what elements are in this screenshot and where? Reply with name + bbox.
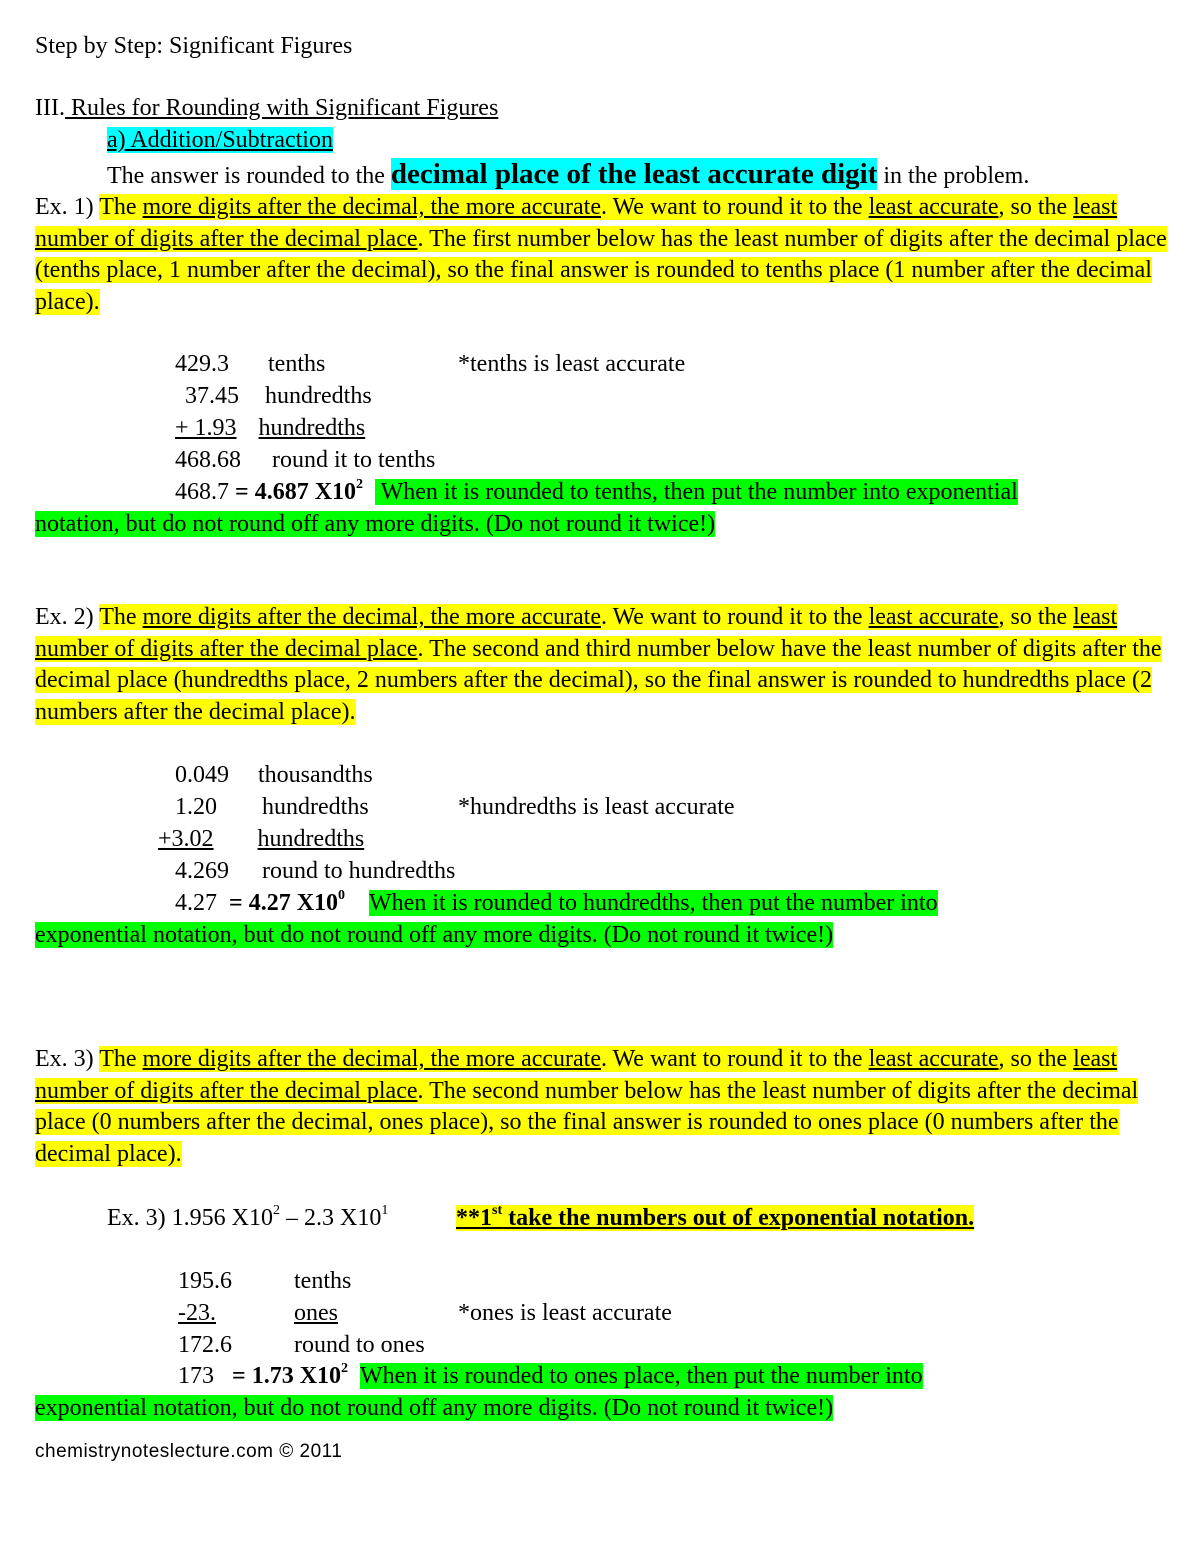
ex1-label: Ex. 1) <box>35 194 94 220</box>
ex3-result: 173 = 1.73 $X10^2$ When it is rounded to ones place, then put the number into <box>178 1361 923 1389</box>
ex3-row-place: tenths <box>294 1268 352 1294</box>
ex3-problem: Ex. 3) 1.956 $X10^2 - 2.3$ $X10^1$ <box>107 1203 389 1231</box>
ex1-result: 468.7 = 4.687 $X10^2$ When it is rounded to tenths, then put the number into exponential <box>175 477 1018 505</box>
ex1-row-place: hundredths <box>265 383 372 409</box>
ex1-explanation: Ex. 1) The more digits after the decimal, the more accurate. We want to round it to the least accurate, so the least number of digits after the decimal place. The first number below has the least number of digits after the decimal place (tenths place, 1 number after the decimal), so the final answer is rounded to tenths place (1 number after the decimal place). <box>35 194 1167 315</box>
ex2-result-note: exponential notation, but do not round off any more digits. (Do not round it twice!) <box>35 922 834 948</box>
ex2-row: 0.049 <box>175 762 229 788</box>
page-title: Step by Step: Significant Figures <box>35 33 353 59</box>
ex2-result: 4.27 = 4.27 $X10^0$ When it is rounded to hundredths, then put the number into <box>175 888 938 916</box>
section-heading <box>35 92 498 124</box>
subsection-label: a) Addition/Subtraction <box>107 127 333 153</box>
section-title: Rules for Rounding with Significant Figures <box>70 95 499 121</box>
ex1-row-addend: + 1.93 hundredths <box>175 415 366 441</box>
ex1-row: 468.68 <box>175 447 241 473</box>
ex2-explanation: Ex. 2) The more digits after the decimal, the more accurate. We want to round it to the least accurate, so the least number of digits after the decimal place. The second and third number below have the least number of digits after the decimal place (hundredths place, 2 numbers after the decimal), so the final answer is rounded to hundredths place (2 numbers after the decimal place). <box>35 604 1162 725</box>
ex3-row-subtrahend: -23. ones <box>178 1300 338 1326</box>
ex2-row: 1.20 <box>175 794 217 820</box>
ex1-row: 37.45 <box>185 383 239 409</box>
ex1-note: *tenths is least accurate <box>458 351 686 377</box>
footer-credit: chemistrynoteslecture.com © 2011 <box>35 1441 343 1462</box>
ex3-result-note: exponential notation, but do not round off any more digits. (Do not round it twice!) <box>35 1395 834 1421</box>
ex2-row-place: hundredths <box>262 794 369 820</box>
ex2-label: Ex. 2) <box>35 604 94 630</box>
ex3-row-place: round to ones <box>294 1332 425 1358</box>
ex3-note: *ones is least accurate <box>458 1300 672 1326</box>
ex3-explanation: Ex. 3) The more digits after the decimal, the more accurate. We want to round it to the least accurate, so the least number of digits after the decimal place. The second number below has the least number of digits after the decimal place (0 numbers after the decimal, ones place), so the final answer is rounded to ones place (0 numbers after the decimal place). <box>35 1046 1139 1167</box>
ex2-row: 4.269 <box>175 858 229 884</box>
ex1-row-place: round it to tenths <box>272 447 436 473</box>
ex3-instruction: **1st take the numbers out of exponential notation. <box>456 1203 975 1231</box>
ex2-row-place: thousandths <box>258 762 373 788</box>
ex2-note: *hundredths is least accurate <box>458 794 735 820</box>
rule-emphasis: decimal place of the least accurate digit <box>390 158 878 190</box>
ex3-row: 172.6 <box>178 1332 232 1358</box>
ex3-label: Ex. 3) <box>35 1046 94 1072</box>
ex2-row-place: round to hundredths <box>262 858 456 884</box>
ex2-row-addend: +3.02 hundredths <box>158 826 365 852</box>
rule-statement: The answer is rounded to the decimal place of the least accurate digit in the problem. <box>107 158 1030 190</box>
ex1-result-note: notation, but do not round off any more digits. (Do not round it twice!) <box>35 511 716 537</box>
ex1-row: 429.3 <box>175 351 229 377</box>
section-number: III. <box>35 95 65 121</box>
ex1-row-place: tenths <box>268 351 326 377</box>
ex3-row: 195.6 <box>178 1268 232 1294</box>
